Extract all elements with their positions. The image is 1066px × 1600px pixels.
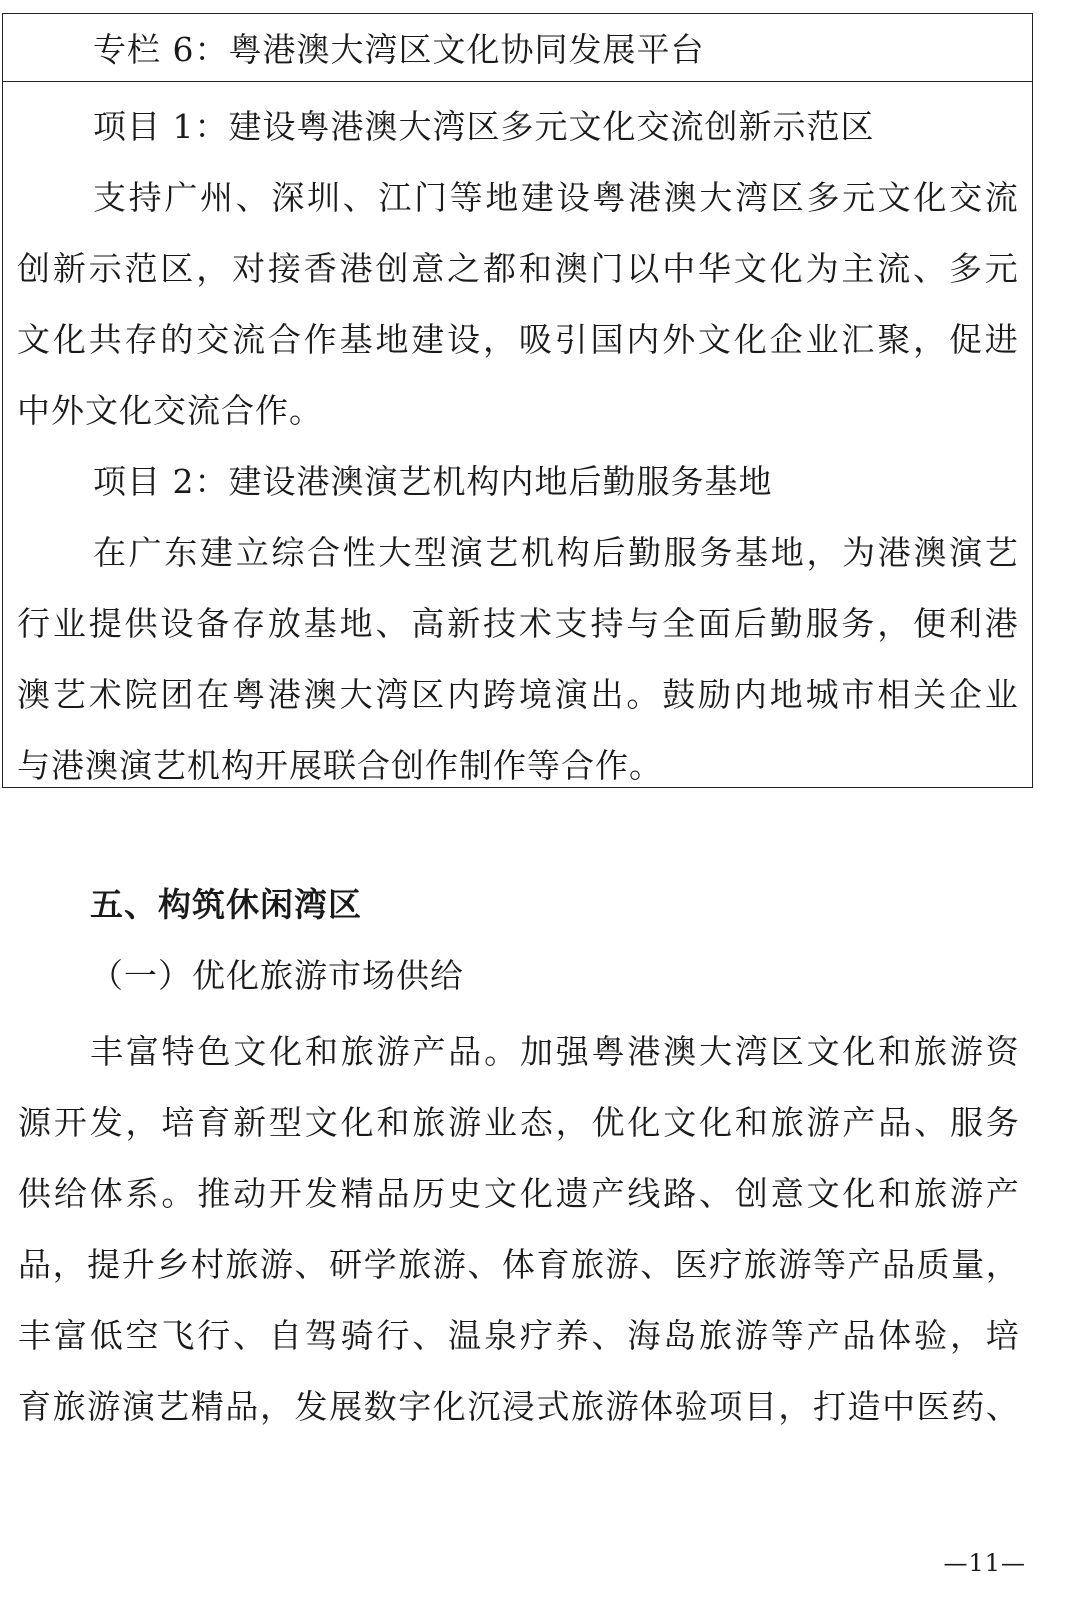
- column-title: 专栏 6：粤港澳大湾区文化协同发展平台: [93, 30, 705, 69]
- project-1-line-1: 支 持 广 州 、 深 圳 、 江 门 等 地 建 设 粤 港 澳 大 湾 区 多 元 文 化 交 流: [93, 178, 1019, 217]
- paragraph-line-3: 供 给 体 系 。 推 动 开 发 精 品 历 史 文 化 遗 产 线 路 、 创 意 文 化 和 旅 游 产: [18, 1174, 1020, 1213]
- paragraph-line-4: 品 ， 提 升 乡 村 旅 游 、 研 学 旅 游 、 体 育 旅 游 、 医 疗 旅 游 等 产 品 质 量 ，: [18, 1245, 1020, 1284]
- section-heading: 五、构筑休闲湾区: [90, 885, 362, 924]
- paragraph-line-6: 育 旅 游 演 艺 精 品 ， 发 展 数 字 化 沉 浸 式 旅 游 体 验 项 目 ， 打 造 中 医 药 、: [18, 1387, 1020, 1426]
- project-1-line-3: 文 化 共 存 的 交 流 合 作 基 地 建 设 ， 吸 引 国 内 外 文 化 企 业 汇 聚 ， 促 进: [17, 320, 1019, 359]
- paragraph-line-2: 源 开 发 ， 培 育 新 型 文 化 和 旅 游 业 态 ， 优 化 文 化 和 旅 游 产 品 、 服 务: [18, 1103, 1020, 1142]
- project-2-line-2: 行 业 提 供 设 备 存 放 基 地 、 高 新 技 术 支 持 与 全 面 后 勤 服 务 ， 便 利 港: [17, 604, 1019, 643]
- project-1-line-2: 创 新 示 范 区 ， 对 接 香 港 创 意 之 都 和 澳 门 以 中 华 文 化 为 主 流 、 多 元: [17, 249, 1019, 288]
- project-2-title: 项目 2：建设港澳演艺机构内地后勤服务基地: [93, 462, 773, 501]
- project-2-line-4: 与港澳演艺机构开展联合创作制作等合作。: [17, 746, 663, 785]
- paragraph-line-5: 丰 富 低 空 飞 行 、 自 驾 骑 行 、 温 泉 疗 养 、 海 岛 旅 游 等 产 品 体 验 ， 培: [18, 1316, 1020, 1355]
- project-2-line-1: 在 广 东 建 立 综 合 性 大 型 演 艺 机 构 后 勤 服 务 基 地 ， 为 港 澳 演 艺: [93, 533, 1019, 572]
- project-1-title: 项目 1：建设粤港澳大湾区多元文化交流创新示范区: [93, 107, 875, 146]
- project-1-line-4: 中外文化交流合作。: [17, 391, 323, 430]
- column-header: [3, 14, 1032, 82]
- column-box: [2, 13, 1033, 788]
- project-2-line-3: 澳 艺 术 院 团 在 粤 港 澳 大 湾 区 内 跨 境 演 出 。 鼓 励 内 地 城 市 相 关 企 业: [17, 675, 1019, 714]
- page-number: —11—: [943, 1549, 1026, 1577]
- subsection-heading: （一）优化旅游市场供给: [90, 956, 464, 995]
- paragraph-line-1: 丰 富 特 色 文 化 和 旅 游 产 品 。 加 强 粤 港 澳 大 湾 区 文 化 和 旅 游 资: [90, 1032, 1020, 1071]
